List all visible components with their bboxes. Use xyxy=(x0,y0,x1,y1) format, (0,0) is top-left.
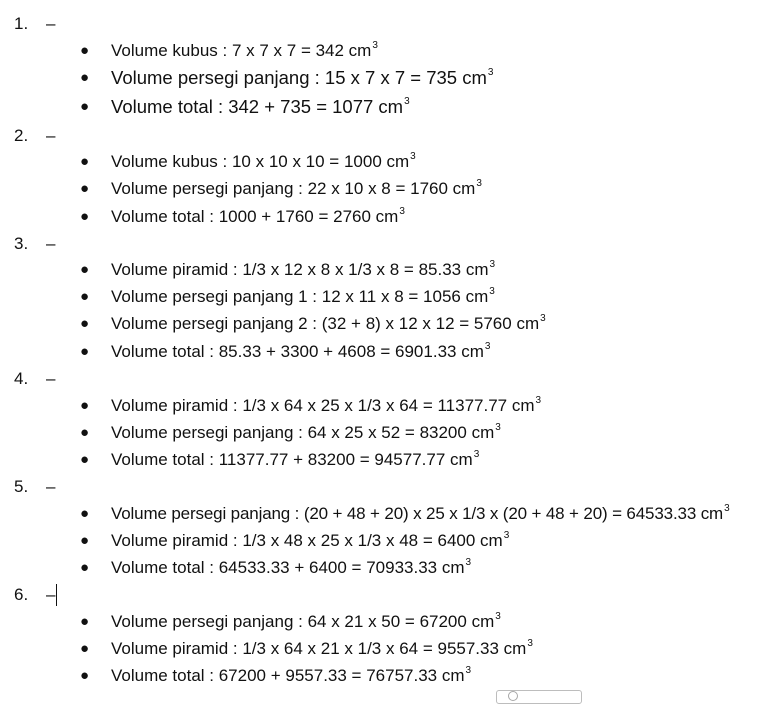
list-number: 2. xyxy=(14,126,29,145)
bullet-icon: ● xyxy=(80,42,90,59)
bullet-icon: ● xyxy=(80,397,90,414)
bullet-icon: ● xyxy=(80,451,90,468)
bullet-text: Volume persegi panjang : (20 + 48 + 20) x 25 x 1/3 x (20 + 48 + 20) = 64533.33 $cm^3$ xyxy=(111,503,730,523)
list-dash: – xyxy=(46,14,56,33)
list-dash: – xyxy=(46,126,56,145)
bullet-icon: ● xyxy=(80,98,90,115)
bullet-icon: ● xyxy=(80,180,90,197)
bullet-icon: ● xyxy=(80,505,90,522)
bullet-icon: ● xyxy=(80,532,90,549)
bullet-icon: ● xyxy=(80,315,90,332)
bullet-icon: ● xyxy=(80,261,90,278)
bullet-text: Volume kubus : 10 x 10 x 10 = 1000 $cm^3$ xyxy=(111,151,416,171)
bullet-icon: ● xyxy=(80,288,90,305)
text-cursor xyxy=(56,584,57,606)
bullet-text: Volume total : 64533.33 + 6400 = 70933.33 $cm^3$ xyxy=(111,557,472,577)
list-number: 6. xyxy=(14,585,29,604)
bullet-text: Volume total : 1000 + 1760 = 2760 $cm^3$ xyxy=(111,206,405,226)
bullet-text: Volume total : 11377.77 + 83200 = 94577.77 $cm^3$ xyxy=(111,449,480,469)
bullet-text: Volume piramid : 1/3 x 64 x 25 x 1/3 x 64 = 11377.77 $cm^3$ xyxy=(111,395,542,415)
list-number: 3. xyxy=(14,234,29,253)
list-dash: – xyxy=(46,585,56,604)
list-dash: – xyxy=(46,234,56,253)
list-number: 4. xyxy=(14,369,29,388)
bullet-text: Volume persegi panjang : 64 x 21 x 50 = 67200 $cm^3$ xyxy=(111,611,501,631)
bullet-icon: ● xyxy=(80,640,90,657)
bullet-icon: ● xyxy=(80,208,90,225)
bullet-text: Volume persegi panjang : 22 x 10 x 8 = 1760 $cm^3$ xyxy=(111,178,482,198)
list-dash: – xyxy=(46,369,56,388)
circle-icon xyxy=(508,691,518,701)
bullet-icon: ● xyxy=(80,424,90,441)
bullet-text: Volume persegi panjang : 64 x 25 x 52 = 83200 $cm^3$ xyxy=(111,422,501,442)
bullet-text: Volume persegi panjang : 15 x 7 x 7 = 735 $cm^3$ xyxy=(111,67,494,88)
bullet-text: Volume piramid : 1/3 x 64 x 21 x 1/3 x 64 = 9557.33 $cm^3$ xyxy=(111,638,533,658)
bullet-text: Volume total : 85.33 + 3300 + 4608 = 6901.33 $cm^3$ xyxy=(111,341,491,361)
bullet-icon: ● xyxy=(80,69,90,86)
bullet-icon: ● xyxy=(80,667,90,684)
bullet-text: Volume total : 342 + 735 = 1077 $cm^3$ xyxy=(111,96,410,117)
bullet-text: Volume total : 67200 + 9557.33 = 76757.33 $cm^3$ xyxy=(111,665,472,685)
bullet-text: Volume piramid : 1/3 x 12 x 8 x 1/3 x 8 = 85.33 $cm^3$ xyxy=(111,259,496,279)
bullet-text: Volume persegi panjang 2 : (32 + 8) x 12 x 12 = 5760 $cm^3$ xyxy=(111,313,546,333)
bullet-icon: ● xyxy=(80,343,90,360)
bullet-text: Volume piramid : 1/3 x 48 x 25 x 1/3 x 48 = 6400 $cm^3$ xyxy=(111,530,510,550)
list-number: 1. xyxy=(14,14,29,33)
bullet-icon: ● xyxy=(80,559,90,576)
bullet-icon: ● xyxy=(80,613,90,630)
bullet-text: Volume persegi panjang 1 : 12 x 11 x 8 = 1056 $cm^3$ xyxy=(111,286,495,306)
bullet-text: Volume kubus : 7 x 7 x 7 = 342 $cm^3$ xyxy=(111,40,378,60)
list-number: 5. xyxy=(14,477,29,496)
list-dash: – xyxy=(46,477,56,496)
bullet-icon: ● xyxy=(80,153,90,170)
